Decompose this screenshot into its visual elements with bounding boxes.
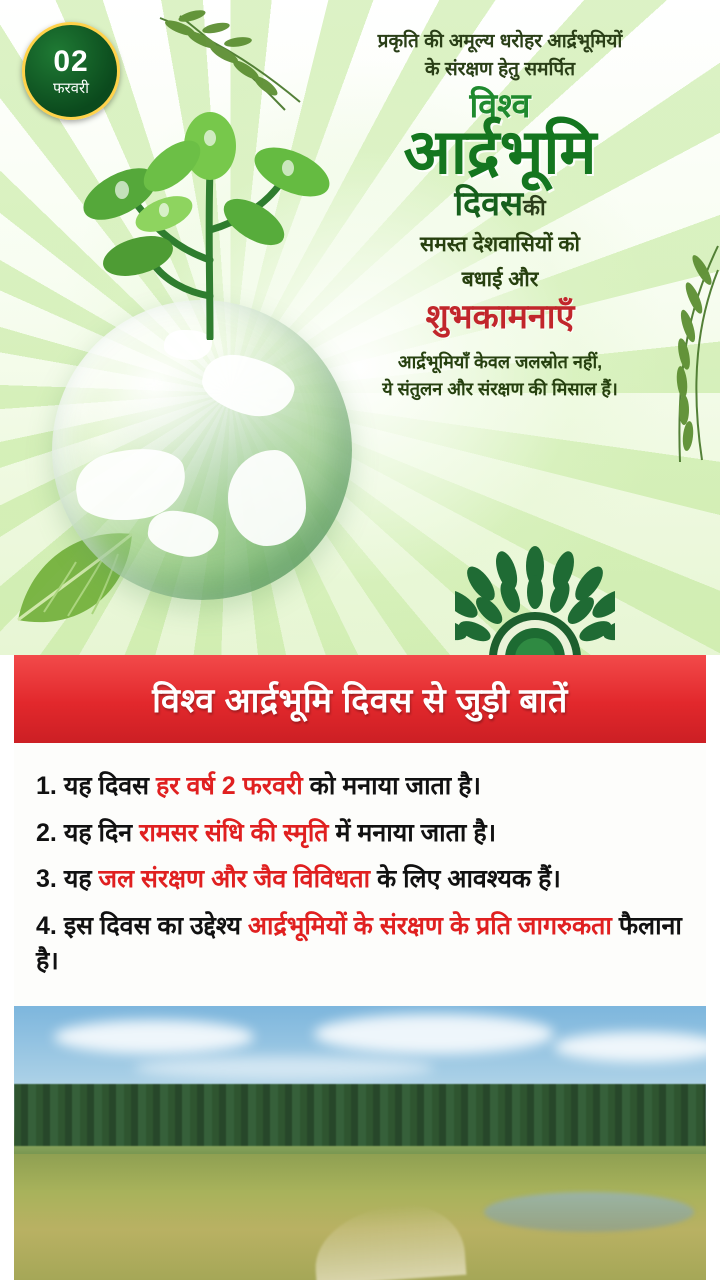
headline-footer-2: ये संतुलन और संरक्षण की मिसाल हैं। [382, 379, 618, 400]
tree-line-near [14, 1124, 706, 1158]
fact-text-highlight: जल संरक्षण और जैव विविधता [98, 865, 371, 893]
list-item [36, 862, 684, 898]
headline-greeting: शुभकामनाएँ [425, 297, 575, 336]
fact-text-post: फैलाना है। [36, 911, 682, 975]
headline-word-diwas: दिवस [454, 185, 524, 224]
facts-banner [14, 655, 706, 743]
date-badge-day: 02 [53, 44, 89, 78]
sapling-plant-icon [60, 110, 360, 340]
headline-subline-1: प्रकृति की अमूल्य धरोहर आर्द्रभूमियों [377, 31, 623, 52]
fact-text-post: को मनाया जाता है। [302, 772, 481, 800]
headline-mid-1: समस्त देशवासियों को [420, 232, 580, 256]
date-badge-month: फरवरी [52, 79, 90, 97]
fact-text-pre: यह दिन [63, 818, 140, 847]
fact-number: 2. [36, 818, 57, 847]
headline-mid-2: बधाई और [461, 268, 539, 292]
fact-text-pre: यह दिवस [63, 772, 157, 800]
fact-text-pre: यह [63, 865, 99, 893]
headline-footer-1: आर्द्रभूमियाँ केवल जलस्रोत नहीं, [397, 352, 603, 373]
olive-branch-left-icon [150, 10, 320, 120]
fact-number: 1. [36, 772, 57, 800]
fact-text-post: में मनाया जाता है। [328, 818, 497, 847]
fact-text-highlight: हर वर्ष 2 फरवरी [156, 772, 303, 800]
fact-text-post: के लिए आवश्यक हैं। [370, 865, 561, 893]
fact-text-pre: इस दिवस का उद्देश्य [63, 911, 248, 940]
fact-text-highlight: रामसर संधि की स्मृति [139, 818, 329, 847]
list-item [36, 909, 684, 980]
headline-block [300, 28, 700, 403]
wetland-marsh-photo [14, 1006, 706, 1280]
fact-number: 3. [36, 865, 57, 893]
marsh-water [484, 1192, 694, 1232]
green-mandala-ornament-icon [455, 540, 615, 655]
headline-word-diwas-row [300, 186, 700, 223]
headline-word-vishwa: विश्व [469, 87, 531, 126]
headline-word-aardrabhoomi: आर्द्रभूमि [403, 118, 597, 188]
fact-text-highlight: आर्द्रभूमियों के संरक्षण के प्रति जागरुकता [247, 911, 612, 940]
date-badge [22, 22, 120, 120]
facts-list [14, 743, 706, 1008]
list-item [36, 816, 684, 852]
list-item [36, 769, 684, 805]
facts-banner-title: विश्व आर्द्रभूमि दिवस से जुड़ी बातें [152, 682, 568, 720]
headline-subline-2: के संरक्षण हेतु समर्पित [424, 58, 576, 80]
green-earth-globe-icon [52, 300, 352, 600]
headline-word-ki: की [523, 195, 546, 221]
fact-number: 4. [36, 911, 57, 940]
